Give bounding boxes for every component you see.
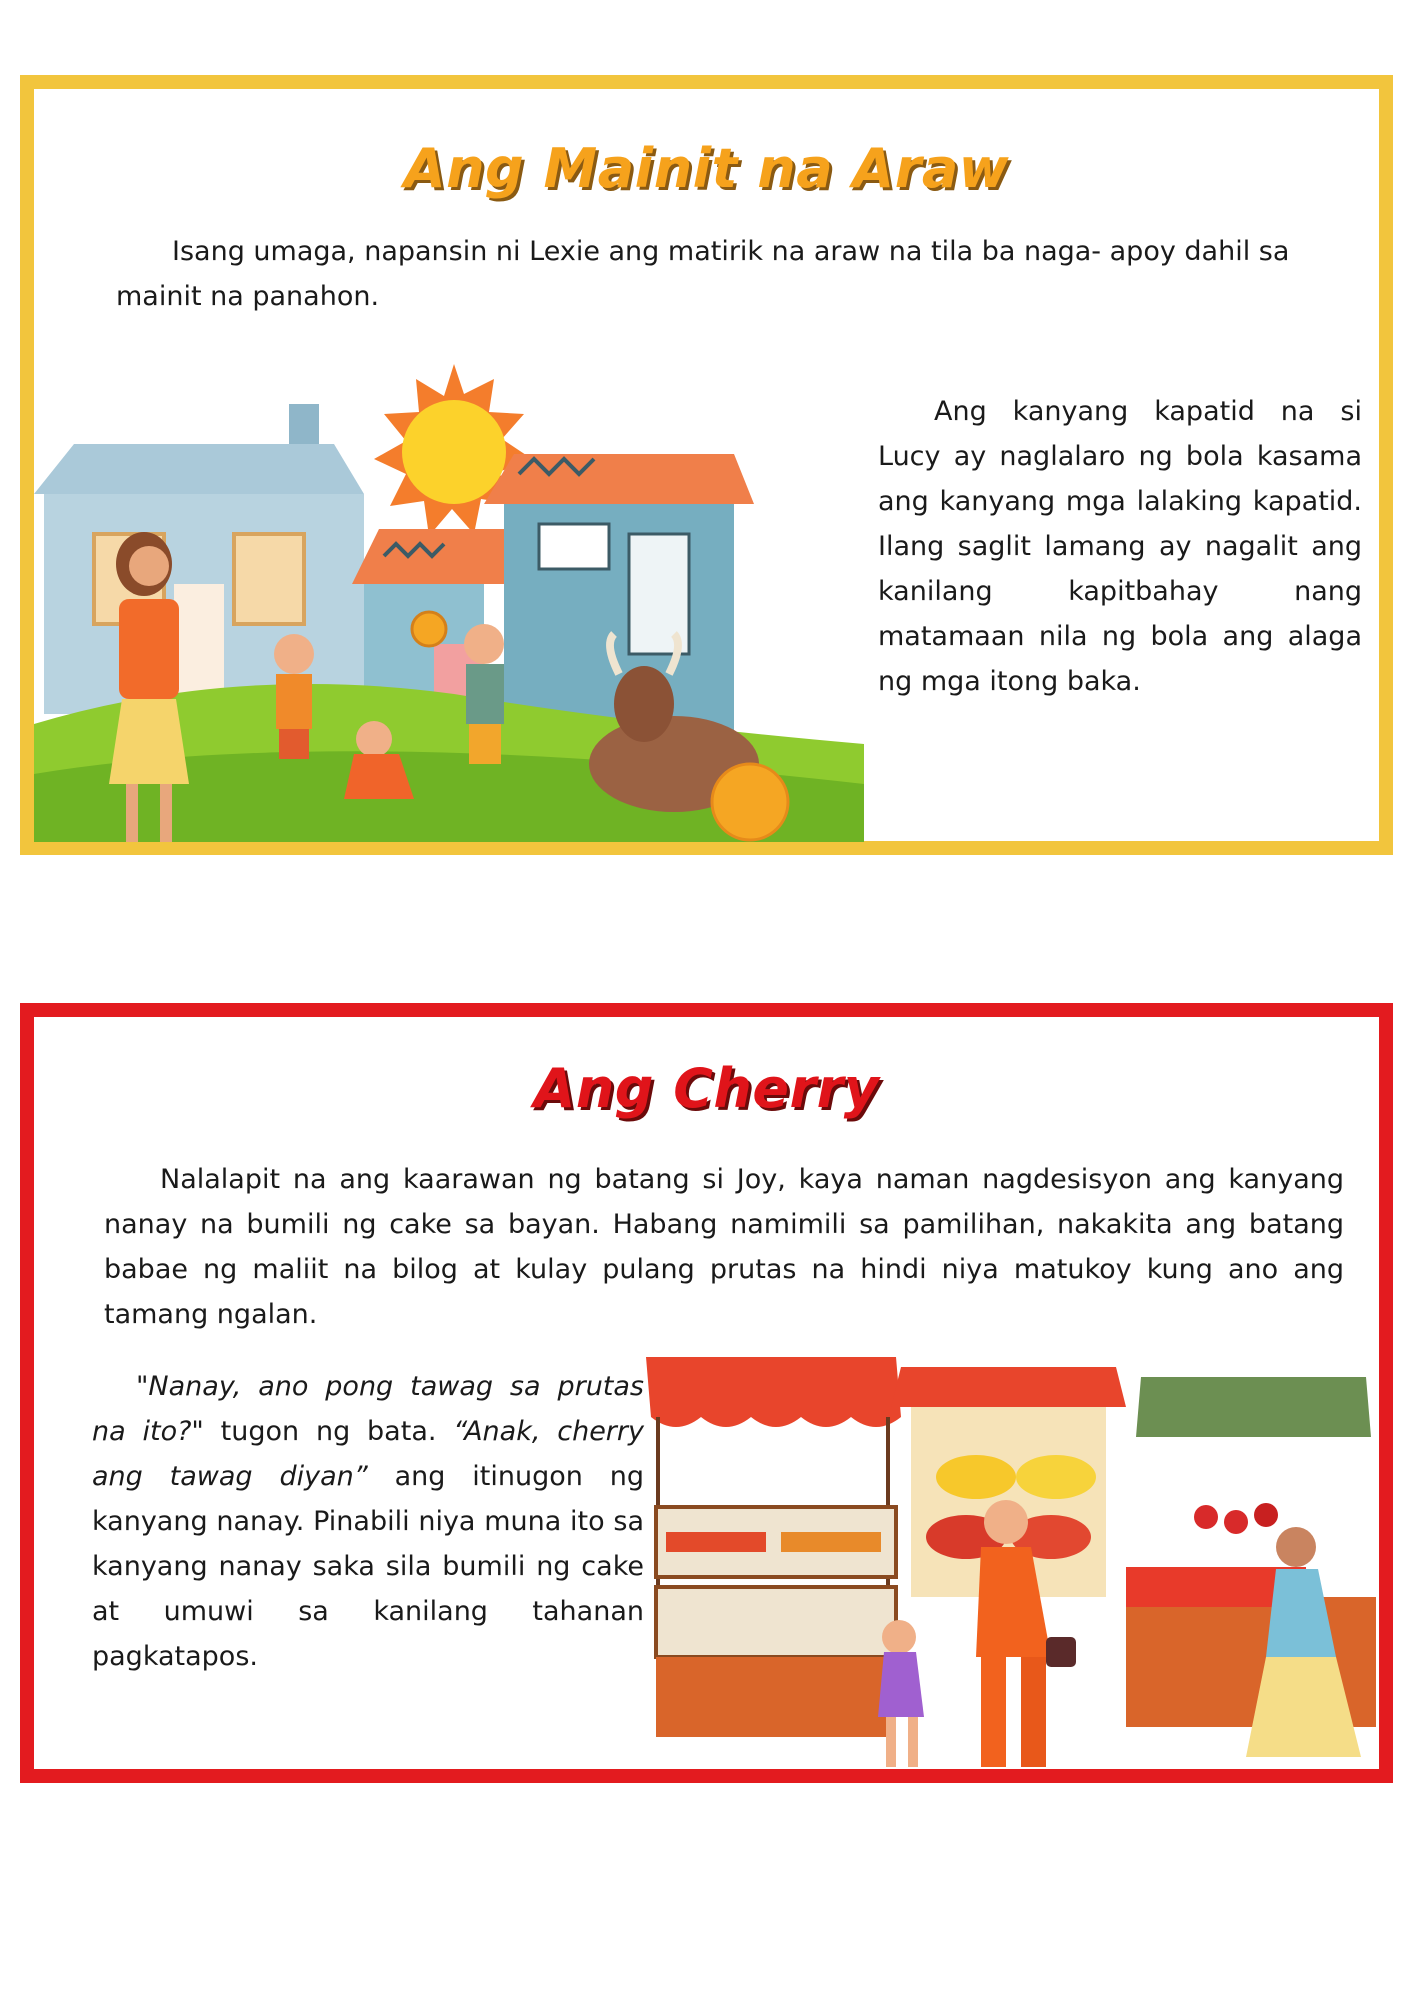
story-title: Ang Mainit na Araw xyxy=(403,137,1010,200)
story-paragraph-2 xyxy=(878,389,1362,704)
blue-house-icon xyxy=(34,404,364,714)
story-paragraph-1 xyxy=(116,229,1331,319)
quote-2: “Anak, cherry ang tawag diyan” xyxy=(92,1416,644,1492)
story-paragraph-2 xyxy=(92,1364,644,1679)
story-title: Ang Cherry xyxy=(533,1057,880,1120)
story-card-mainit-na-araw xyxy=(20,75,1393,855)
paragraph-text: tugon ng bata. xyxy=(203,1416,454,1447)
paragraph-text: Nalalapit na ang kaarawan ng batang si Joy, kaya naman nagdesisyon ang kanyang nanay na bumili ng cake sa bayan. Habang namimili sa pamilihan, nakakita ang batang babae ng maliit na bilog at kulay pulang prutas na hindi niya matukoy kung ano ang tamang ngalan. xyxy=(104,1164,1344,1330)
story-paragraph-1 xyxy=(104,1157,1344,1337)
quote-1: "Nanay, ano pong tawag sa prutas na ito?" xyxy=(92,1371,644,1447)
paragraph-text: ang itinugon ng kanyang nanay. Pinabili niya muna ito sa kanyang nanay saka sila bumili ng cake at umuwi sa kanilang tahanan pagkatapos. xyxy=(92,1461,644,1672)
left-stall-icon xyxy=(646,1357,901,1737)
paragraph-text: Isang umaga, napansin ni Lexie ang matirik na araw na tila ba naga- apoy dahil sa mainit na panahon. xyxy=(116,236,1290,312)
market-stalls-shoppers-illustration xyxy=(646,1357,1386,1777)
paragraph-text: Ang kanyang kapatid na si Lucy ay naglalaro ng bola kasama ang kanyang mga lalaking kapatid. Ilang saglit lamang ay nagalit ang kanilang kapitbahay nang matamaan nila ng bola ang alaga ng mga itong baka. xyxy=(878,396,1362,697)
sun-houses-children-cow-illustration xyxy=(34,344,864,842)
ball-icon xyxy=(712,764,788,840)
story-card-ang-cherry xyxy=(20,1003,1393,1783)
